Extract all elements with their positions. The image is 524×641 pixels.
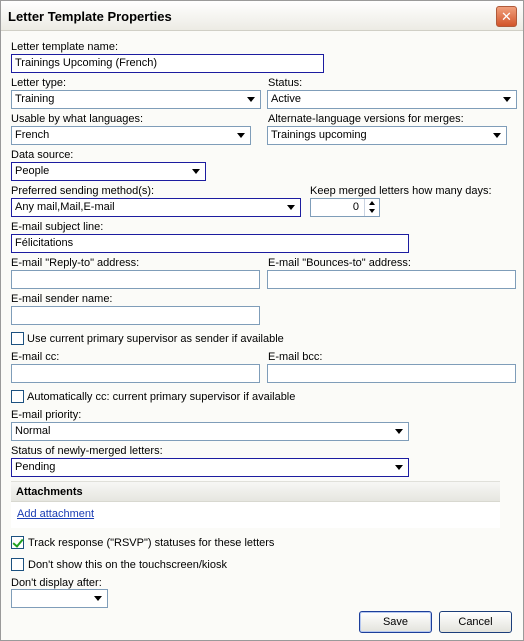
status-select[interactable]: Active xyxy=(267,90,517,109)
subject-label: E-mail subject line: xyxy=(11,221,104,233)
chevron-down-icon[interactable] xyxy=(391,424,407,439)
priority-label: E-mail priority: xyxy=(11,409,82,421)
cc-label: E-mail cc: xyxy=(11,351,60,363)
bounces-to-label: E-mail "Bounces-to" address: xyxy=(268,257,411,269)
attachments-header xyxy=(11,481,500,502)
sending-method-label: Preferred sending method(s): xyxy=(11,185,155,197)
reply-to-label: E-mail "Reply-to" address: xyxy=(11,257,140,269)
template-name-label: Letter template name: xyxy=(11,41,119,53)
chevron-down-icon[interactable] xyxy=(188,164,204,179)
dont-display-label: Don't display after: xyxy=(11,577,102,589)
close-button[interactable] xyxy=(496,6,517,27)
spin-down-icon[interactable] xyxy=(364,207,378,216)
dont-display-select[interactable] xyxy=(11,589,108,608)
sender-name-input[interactable] xyxy=(11,306,260,325)
attachments-panel xyxy=(11,502,500,528)
bcc-label: E-mail bcc: xyxy=(268,351,323,363)
auto-cc-checkbox[interactable] xyxy=(11,390,24,403)
bcc-input[interactable] xyxy=(267,364,516,383)
sender-name-label: E-mail sender name: xyxy=(11,293,113,305)
save-button[interactable]: Save xyxy=(359,611,432,633)
bounces-to-input[interactable] xyxy=(267,270,516,289)
letter-type-select[interactable]: Training xyxy=(11,90,261,109)
sending-method-select[interactable]: Any mail,Mail,E-mail xyxy=(11,198,301,217)
use-supervisor-checkbox[interactable] xyxy=(11,332,24,345)
reply-to-input[interactable] xyxy=(11,270,260,289)
use-supervisor-label[interactable]: Use current primary supervisor as sender if available xyxy=(27,333,284,345)
cancel-button[interactable]: Cancel xyxy=(439,611,512,633)
attachments-title: Attachments xyxy=(16,486,83,498)
data-source-label: Data source: xyxy=(11,149,74,161)
title-bar[interactable] xyxy=(1,1,523,31)
keep-days-spinner[interactable]: 0 xyxy=(310,198,380,217)
template-name-input[interactable]: Trainings Upcoming (French) xyxy=(11,54,324,73)
subject-input[interactable]: Félicitations xyxy=(11,234,409,253)
languages-label: Usable by what languages: xyxy=(11,113,144,125)
languages-select[interactable]: French xyxy=(11,126,251,145)
chevron-down-icon[interactable] xyxy=(90,591,106,606)
alternate-versions-select[interactable]: Trainings upcoming xyxy=(267,126,507,145)
data-source-select[interactable]: People xyxy=(11,162,206,181)
priority-select[interactable]: Normal xyxy=(11,422,409,441)
auto-cc-label[interactable]: Automatically cc: current primary supervisor if available xyxy=(27,391,296,403)
cc-input[interactable] xyxy=(11,364,260,383)
keep-days-label: Keep merged letters how many days: xyxy=(310,185,492,197)
add-attachment-link[interactable]: Add attachment xyxy=(17,508,95,520)
kiosk-label[interactable]: Don't show this on the touchscreen/kiosk xyxy=(28,559,227,571)
chevron-down-icon[interactable] xyxy=(233,128,249,143)
status-label: Status: xyxy=(268,77,303,89)
chevron-down-icon[interactable] xyxy=(243,92,259,107)
close-icon: ✕ xyxy=(501,9,512,24)
kiosk-checkbox[interactable] xyxy=(11,558,24,571)
merged-status-label: Status of newly-merged letters: xyxy=(11,445,163,457)
chevron-down-icon[interactable] xyxy=(499,92,515,107)
dialog-title: Letter Template Properties xyxy=(8,9,172,24)
chevron-down-icon[interactable] xyxy=(489,128,505,143)
chevron-down-icon[interactable] xyxy=(283,200,299,215)
track-rsvp-label[interactable]: Track response ("RSVP") statuses for these letters xyxy=(28,537,275,549)
merged-status-select[interactable]: Pending xyxy=(11,458,409,477)
chevron-down-icon[interactable] xyxy=(391,460,407,475)
track-rsvp-checkbox[interactable] xyxy=(11,536,24,549)
letter-type-label: Letter type: xyxy=(11,77,67,89)
alternate-versions-label: Alternate-language versions for merges: xyxy=(268,113,464,125)
